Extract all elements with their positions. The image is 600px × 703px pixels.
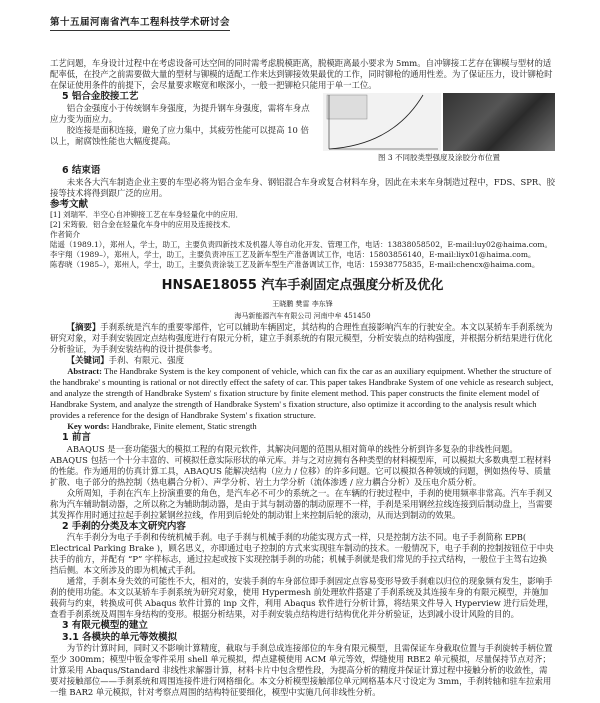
abstract-text: 手刹系统是汽车的重要零部件，它可以辅助车辆固定，其结构的合理性直接影响汽车的行驶安全。本文以某轿车手刹系统为研究对象，对手刹安装固定点结构强度进行有限元分析，建立手刹系统的有限元模型，分析安装点的结构强度，并根据分析结果进行优化分析验证，为手刹安装结构的设计提供参考。 — [50, 322, 553, 354]
section-heading: 6 结束语 — [62, 165, 101, 176]
figure-chart-image — [323, 93, 441, 151]
paragraph: ABAQUS 是一套功能强大的模拟工程的有限元软件，其解决问题的范围从相对简单的线性分析到许多复杂的非线性问题。ABAQUS 包括一个十分丰富的、可模拟任意实际形状的单元库。并与之对应拥有各种类型的材料模型库，可以模拟大多数典型工程材料的性能。作为通用的仿真计算工具，ABAQUS 能解决结构（应力 / 位移）的许多问题。它可以模拟各种领域的问题，例如热传导、质量扩散、电子部分的热控制（热电耦合分析）、声学分析、岩土力学分析（流体渗透 / 应力耦合分析）及压电介质分析。 — [50, 443, 552, 487]
section-heading: 3 有限元模型的建立 — [62, 620, 148, 631]
keywords-label: 【关键词】 — [66, 355, 109, 365]
paragraph: 工艺问题，车身设计过程中在考虑设备可达空间的同时需考虑脱模距离，脱模距离最小要求为 5mm。自冲铆接工艺存在铆模与型材的适配率低，在投产之前需要做大量的型材与铆模的适配工作来达到铆接效果最优的工作，同时铆枪的通用性差。为了保证压力，设计铆枪时在保证使用条件的前提下，会尽量要求喉宽和喉深小，一般一把铆枪只能用于单一工位。 — [50, 58, 553, 90]
reference-item: [1] 刘瑞军．半空心自冲铆接工艺在车身轻量化中的应用． — [50, 210, 244, 219]
article-affiliation: 海马新能源汽车有限公司 河南中牟 451450 — [234, 312, 371, 320]
keywords-en-label: Key words: — [67, 421, 110, 431]
subsection-heading: 3.1 各模块的单元等效模拟 — [62, 631, 178, 643]
bio-heading: 作者简介 — [50, 230, 80, 239]
keywords-text: 手刹、有限元、强度 — [108, 355, 185, 365]
keywords-en-text: Handbrake, Finite element, Static strength — [111, 421, 257, 431]
paragraph: 铝合金强度小于传统钢车身强度，为提升钢车身强度，需将车身点应力变为面应力。 — [50, 102, 310, 124]
figure-3 — [323, 93, 555, 163]
figure-photo — [443, 93, 555, 151]
figure-caption: 图 3 不同胶类型强度及涂胶分布位置 — [377, 153, 501, 162]
paragraph: 通常，手刹本身失效的可能性不大，相对的，安装手刹的车身部位即手刹固定点容易变形导致手刹难以归位的现象频有发生，影响手刹的使用功能。本文以某轿车手刹系统为研究对象，使用 Hypermesh 前处理软件搭建了手刹系统及其连接车身的有限元模型，并施加载荷与约束，转换成可供 Abaqus 软件计算的 inp 文件，利用 Abaqus 软件进行分析计算，将结果文件导入 Hyperview 进行后处理，查看手刹系统及周围车身结构的变形。根据分析结果，对手刹安装点结构进行结构优化并分析验证，达到减小设计风险的目的。 — [50, 576, 554, 619]
paragraph: 众所周知，手刹在汽车上扮演重要的角色，是汽车必不可少的系统之一。在车辆的行驶过程中，手刹的使用频率非常高。汽车手刹又称为汽车辅助制动器，之所以称之为辅助制动器，是由于其与制动器的制动原理不一样，手刹是采用钢丝拉线连接到后制动盘上，当需要其发挥作用时通过拉起手刹拉紧钢丝拉线，作用到后轮处的制动钳上来控制后轮的滚动，从而达到制动的效果。 — [50, 487, 553, 520]
page-body — [50, 0, 555, 698]
abstract-en-text: The Handbrake System is the key component of vehicle, which can fix the car as an auxiliary equipment. Whether the structure of the handbrake' s mounting is rational or not directly effect the safety of car. This paper takes Handbrake System of one vehicle as research subject, and analyze the strength of Handbrake System' s fixation structure by finite element method. This paper constructs the finite element model of Handbrake System, and analyze the strength of Handbrake System' s fixation structure, also optimize it according to the analysis result which provides a reference for the design of Handbrake System' s fixation structure. — [50, 366, 554, 420]
paragraph: 为节约计算时间，同时又不影响计算精度，截取与手刹总成连接部位的车身有限元模型，且需保证车身截取位置与手刹旋转手柄位置至少 300mm；模型中钣金零件采用 shell 单元模拟，焊点建模使用 ACM 单元等效，焊缝使用 RBE2 单元模拟，尽量保持节点对齐；计算采用 Abaqus/Standard 非线性求解器计算，材料卡片中包含塑性段，为提高分析的精度并保证计算过程中接触分析的收敛性，需要对接触部位——手刹系统和周围连接件进行网格细化。本文分析模型接触部位单元网格基本尺寸设定为 3mm，手刹转轴和驻车拉索用一维 BAR2 单元模拟，针对考察点周围的结构特征要细化，模型中实施几何非线性分析。 — [50, 643, 553, 697]
paragraph: 未来各大汽车制造企业主要的车型必将为铝合金车身、钢铝混合车身或复合材料车身，因此在未来车身制造过程中，FDS、SPR、胶接等技术将得到跟广泛的应用。 — [50, 176, 555, 198]
paragraph: 汽车手刹分为电子手刹和传统机械手刹。电子手刹与机械手刹的功能实现方式一样，只是控制方法不同。电子手刹简称 EPB( Electrical Parking Brake )，顾名思义，亦即通过电子控制的方式来实现驻车制动的技术。一般情况下，电子手刹的控制按钮位于中央扶手的前方，并配有 “P” 字样标志，通过拉起或按下实现控制手刹的功能；机械手刹就是我们常见的手拉式结构，一般位于主驾右边换挡后侧。本文所涉及的即为机械式手刹。 — [50, 532, 554, 575]
article-title: HNSAE18055 汽车手刹固定点强度分析及优化 — [161, 278, 444, 293]
figure-image — [323, 93, 555, 151]
author-bio: 陈春晓（1985–），郑州人，学士，助工，主要负责涂装工艺及新车型生产准备调试工作，电话：15938775835，E-mail:chencx@haima.com。 — [50, 260, 540, 269]
section-heading: 5 铝合金胶接工艺 — [62, 91, 139, 102]
paragraph: 胶连接是面积连接，避免了应力集中，其疲劳性能可以提高 10 倍以上，耐腐蚀性能也大幅度提高。 — [50, 124, 309, 146]
section-heading: 2 手刹的分类及本文研究内容 — [62, 520, 186, 532]
author-bio: 陆遥（1989.1），郑州人，学士，助工，主要负责四新技术及机器人等自动化开发、管理工作，电话：13838058502，E-mail:luy02@haima.com。 — [50, 240, 553, 249]
section-heading: 1 前言 — [62, 432, 91, 443]
reference-item: [2] 宋筠毅．铝合金在轻量化车身中的应用及连接技术． — [50, 220, 236, 229]
running-header: 第十五届河南省汽车工程科技学术研讨会 — [50, 14, 230, 31]
references-heading: 参考文献 — [50, 198, 89, 210]
author-bio: 李宇翔（1989–），郑州人，学士，助工，主要负责冲压工艺及新车型生产准备调试工作，电话：15803856140，E-mail:liyx01@haima.com。 — [50, 250, 536, 259]
abstract-label: 【摘要】 — [66, 322, 101, 332]
figure-curve — [323, 93, 441, 151]
article-authors: 王晓鹏 樊雷 李东锋 — [272, 300, 333, 308]
references-and-bios — [50, 210, 555, 270]
abstract-en-label: Abstract: — [67, 366, 103, 376]
